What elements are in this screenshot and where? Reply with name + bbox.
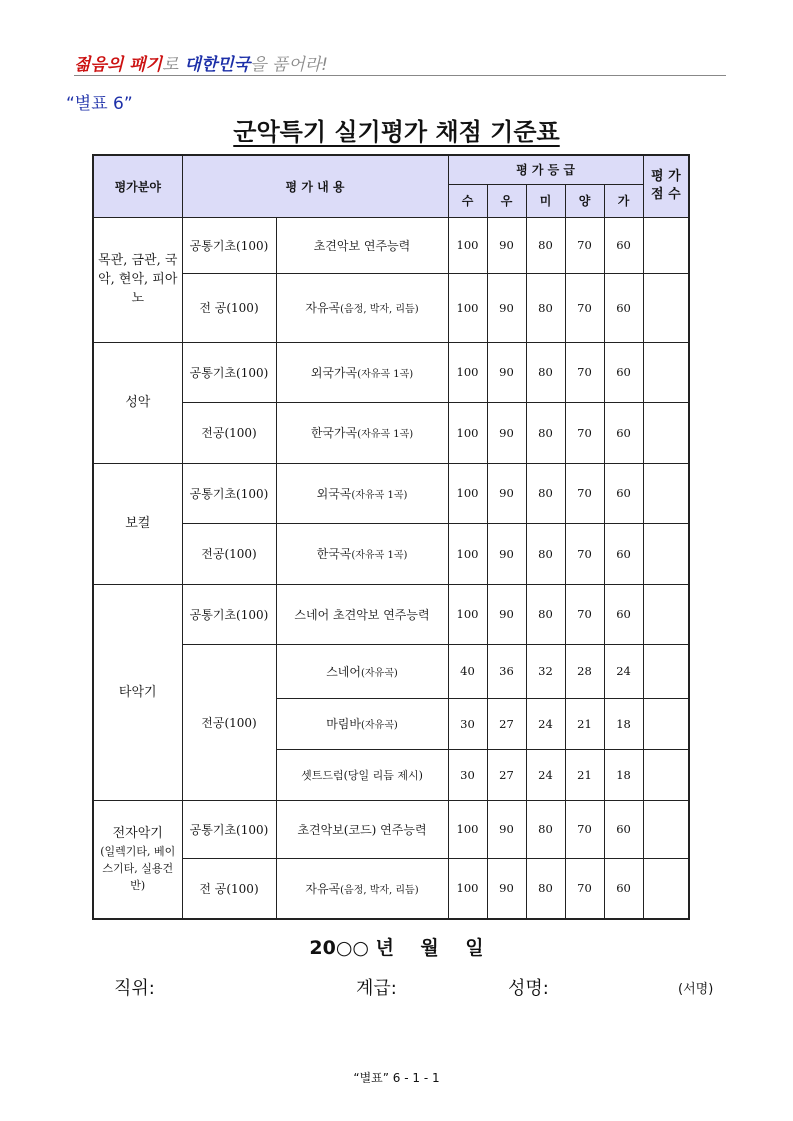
- slogan-part-2: 로: [162, 55, 179, 75]
- score-mi: 80: [526, 217, 565, 273]
- document-title-text: 군악특기 실기평가 채점 기준표: [233, 118, 560, 146]
- score-ga: 18: [604, 698, 643, 749]
- score-yang: 70: [565, 858, 604, 919]
- score-entry-cell[interactable]: [643, 858, 689, 919]
- score-u: 27: [487, 698, 526, 749]
- score-entry-cell[interactable]: [643, 800, 689, 858]
- content-cell: [276, 644, 448, 698]
- score-mi: 80: [526, 342, 565, 402]
- score-ga: 18: [604, 749, 643, 800]
- score-u: 90: [487, 402, 526, 463]
- table-row: [93, 523, 689, 584]
- score-entry-cell[interactable]: [643, 749, 689, 800]
- table-row: [93, 858, 689, 919]
- content-main: 자유곡: [305, 881, 341, 896]
- category-cell: 공통기초(100): [182, 800, 276, 858]
- content-cell: [276, 463, 448, 523]
- score-u: 90: [487, 273, 526, 342]
- area-cell: [93, 800, 182, 919]
- score-u: 90: [487, 463, 526, 523]
- score-entry-cell[interactable]: [643, 342, 689, 402]
- score-su: 30: [448, 749, 487, 800]
- date-line: 20○○ 년 월 일: [309, 937, 484, 959]
- category-cell: 공통기초(100): [182, 217, 276, 273]
- score-u: 27: [487, 749, 526, 800]
- score-mi: 80: [526, 858, 565, 919]
- score-entry-cell[interactable]: [643, 523, 689, 584]
- category-cell: 전 공(100): [182, 858, 276, 919]
- score-u: 90: [487, 858, 526, 919]
- score-su: 30: [448, 698, 487, 749]
- score-yang: 70: [565, 342, 604, 402]
- content-cell: [276, 523, 448, 584]
- content-sub: (음정, 박자, 리듬): [340, 304, 419, 315]
- header-area: 평가분야: [93, 155, 182, 217]
- score-u: 90: [487, 342, 526, 402]
- score-mi: 32: [526, 644, 565, 698]
- category-cell: 공통기초(100): [182, 342, 276, 402]
- position-label: 직위:: [114, 978, 155, 999]
- header-slogan: [74, 50, 328, 75]
- score-yang: 21: [565, 749, 604, 800]
- table-row: [93, 217, 689, 273]
- score-su: 100: [448, 800, 487, 858]
- score-su: 100: [448, 584, 487, 644]
- score-entry-cell[interactable]: [643, 698, 689, 749]
- score-su: 100: [448, 273, 487, 342]
- score-su: 100: [448, 858, 487, 919]
- content-sub: (자유곡 1곡): [357, 429, 414, 440]
- content-main: 스네어: [326, 664, 361, 679]
- grade-su: 수: [448, 184, 487, 217]
- content-sub: (자유곡): [360, 667, 398, 679]
- score-mi: 80: [526, 523, 565, 584]
- content-main: 마림바: [326, 717, 361, 731]
- area-cell: 보컬: [93, 463, 182, 584]
- score-yang: 28: [565, 644, 604, 698]
- content-main: 외국가곡: [310, 365, 358, 380]
- area-cell: 목관, 금관, 국악, 현악, 피아노: [93, 217, 182, 342]
- page-number: “별표” 6 - 1 - 1: [353, 1071, 440, 1085]
- category-cell: 전 공(100): [182, 273, 276, 342]
- content-sub: (자유곡 1곡): [351, 550, 408, 561]
- score-u: 36: [487, 644, 526, 698]
- area-cell: 성악: [93, 342, 182, 463]
- attachment-label: “별표 6”: [66, 94, 133, 114]
- name-label: 성명:: [508, 978, 549, 999]
- score-entry-cell[interactable]: [643, 644, 689, 698]
- grade-yang: 양: [565, 184, 604, 217]
- rank-label: 계급:: [356, 978, 397, 999]
- category-cell: 공통기초(100): [182, 584, 276, 644]
- score-ga: 60: [604, 402, 643, 463]
- content-cell: 스네어 초견악보 연주능력: [276, 584, 448, 644]
- grade-mi: 미: [526, 184, 565, 217]
- content-cell: 초견악보 연주능력: [276, 217, 448, 273]
- content-cell: [276, 698, 448, 749]
- score-su: 100: [448, 523, 487, 584]
- grade-ga: 가: [604, 184, 643, 217]
- table-row: [93, 402, 689, 463]
- signature-label: (서명): [678, 982, 714, 997]
- content-cell: [276, 402, 448, 463]
- content-main: 자유곡: [305, 301, 341, 315]
- grade-u: 우: [487, 184, 526, 217]
- score-ga: 60: [604, 800, 643, 858]
- score-yang: 70: [565, 463, 604, 523]
- slogan-part-3: 대한민국: [184, 55, 251, 75]
- score-u: 90: [487, 800, 526, 858]
- category-cell: 전공(100): [182, 644, 276, 800]
- header-content: 평 가 내 용: [182, 155, 448, 217]
- scoring-table: [92, 154, 690, 920]
- score-yang: 21: [565, 698, 604, 749]
- score-mi: 80: [526, 273, 565, 342]
- content-main: 한국곡: [316, 547, 352, 561]
- score-mi: 80: [526, 463, 565, 523]
- document-title: [0, 112, 793, 147]
- score-mi: 80: [526, 800, 565, 858]
- content-cell: [276, 858, 448, 919]
- score-u: 90: [487, 217, 526, 273]
- score-ga: 60: [604, 858, 643, 919]
- score-ga: 24: [604, 644, 643, 698]
- table-row: [93, 644, 689, 698]
- score-u: 90: [487, 584, 526, 644]
- area-cell: 타악기: [93, 584, 182, 800]
- content-sub: (자유곡 1곡): [351, 489, 408, 501]
- score-yang: 70: [565, 800, 604, 858]
- header-grade: 평 가 등 급: [448, 155, 643, 184]
- content-sub: (음정, 박자, 리듬): [340, 884, 419, 896]
- score-ga: 60: [604, 273, 643, 342]
- score-ga: 60: [604, 523, 643, 584]
- score-su: 40: [448, 644, 487, 698]
- score-mi: 24: [526, 749, 565, 800]
- score-mi: 80: [526, 402, 565, 463]
- content-cell: 셋트드럼(당일 리듬 제시): [276, 749, 448, 800]
- score-su: 100: [448, 217, 487, 273]
- content-sub: (자유곡): [360, 720, 398, 731]
- content-cell: [276, 342, 448, 402]
- score-entry-cell[interactable]: [643, 217, 689, 273]
- score-entry-cell[interactable]: [643, 273, 689, 342]
- score-yang: 70: [565, 273, 604, 342]
- score-ga: 60: [604, 463, 643, 523]
- content-main: 외국곡: [316, 486, 352, 501]
- category-cell: 전공(100): [182, 523, 276, 584]
- score-su: 100: [448, 463, 487, 523]
- content-main: 한국가곡: [310, 426, 358, 440]
- table-row: [93, 342, 689, 402]
- slogan-part-4: 을 품어라!: [250, 55, 329, 75]
- content-cell: [276, 273, 448, 342]
- score-entry-cell[interactable]: [643, 584, 689, 644]
- content-sub: (자유곡 1곡): [357, 368, 414, 380]
- score-yang: 70: [565, 402, 604, 463]
- score-ga: 60: [604, 342, 643, 402]
- score-ga: 60: [604, 217, 643, 273]
- slogan-part-1: 젊음의 패기: [74, 55, 163, 75]
- table-row: [93, 463, 689, 523]
- header-divider: [74, 75, 726, 76]
- area-sub: (일렉기타, 베이스기타, 실용건반): [100, 845, 176, 893]
- header-score: 평 가 점 수: [643, 155, 689, 217]
- score-mi: 24: [526, 698, 565, 749]
- category-cell: 공통기초(100): [182, 463, 276, 523]
- score-su: 100: [448, 342, 487, 402]
- score-u: 90: [487, 523, 526, 584]
- table-row: [93, 584, 689, 644]
- table-row: [93, 800, 689, 858]
- category-cell: 전공(100): [182, 402, 276, 463]
- score-entry-cell[interactable]: [643, 402, 689, 463]
- table-row: [93, 273, 689, 342]
- content-cell: 초견악보(코드) 연주능력: [276, 800, 448, 858]
- score-ga: 60: [604, 584, 643, 644]
- score-yang: 70: [565, 584, 604, 644]
- area-main: 전자악기: [112, 826, 163, 842]
- score-entry-cell[interactable]: [643, 463, 689, 523]
- score-yang: 70: [565, 217, 604, 273]
- score-mi: 80: [526, 584, 565, 644]
- score-yang: 70: [565, 523, 604, 584]
- score-su: 100: [448, 402, 487, 463]
